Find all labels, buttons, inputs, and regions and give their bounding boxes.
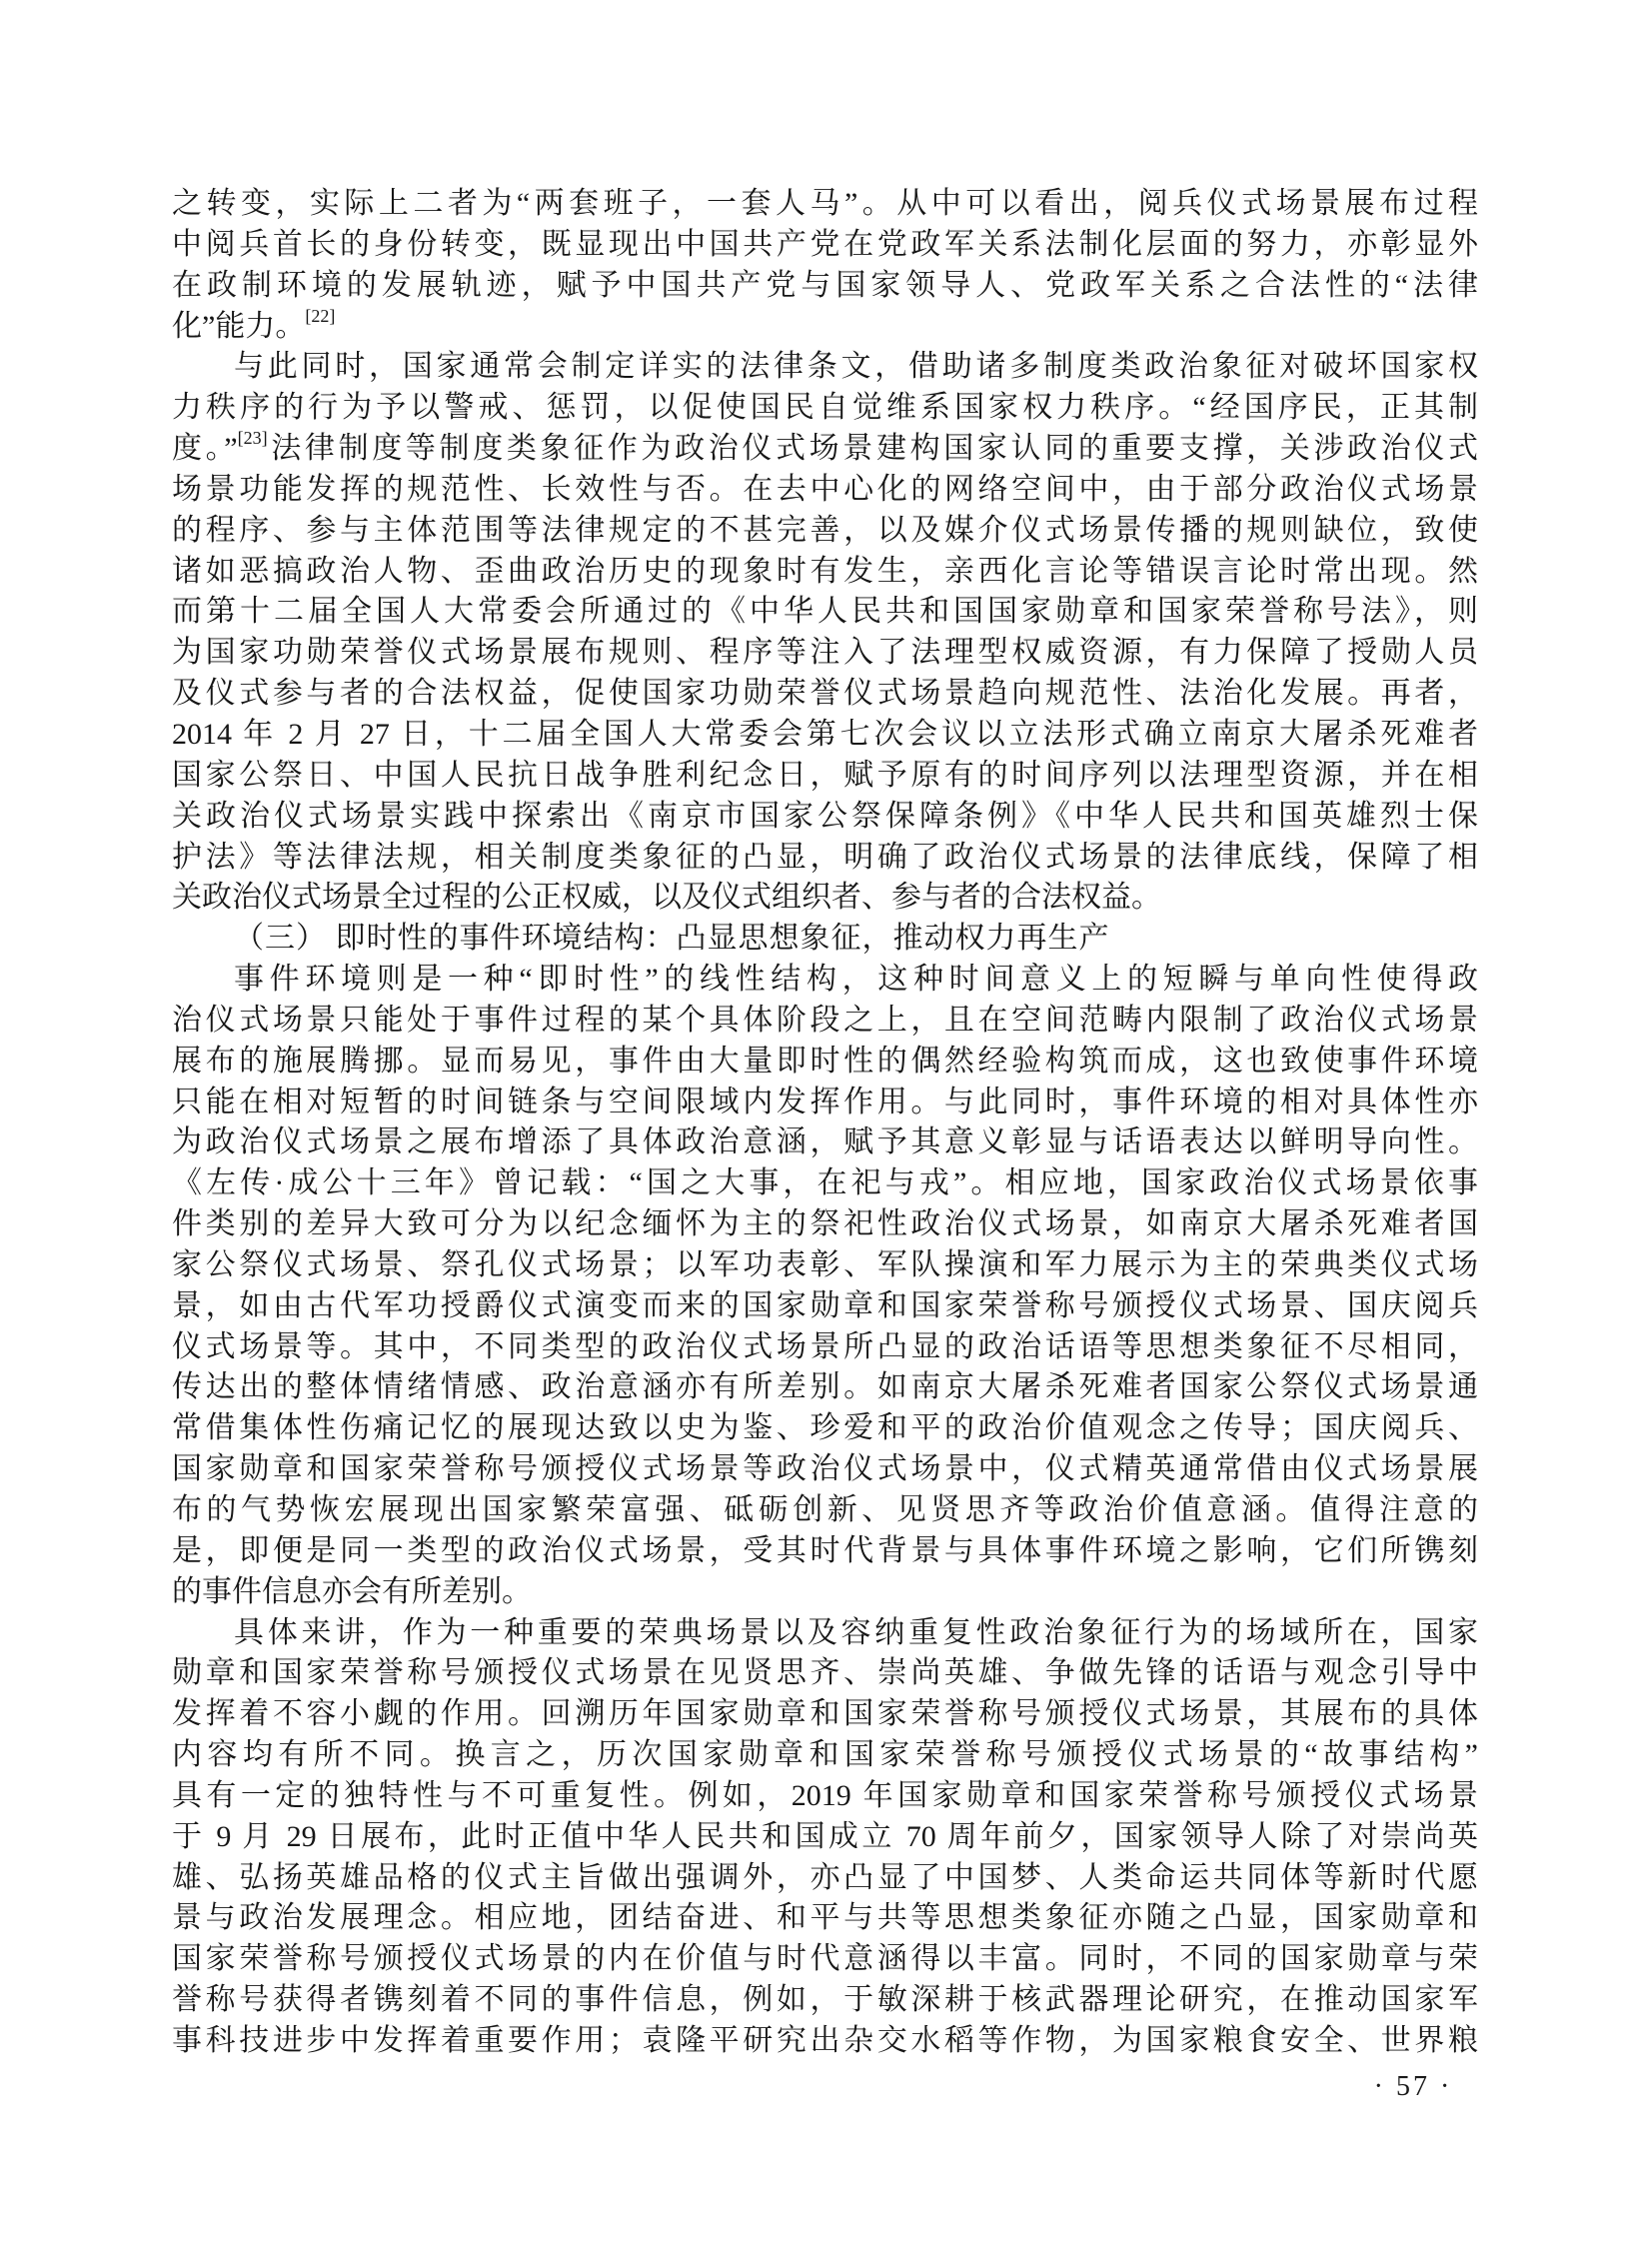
text-line — [172, 1042, 1478, 1083]
text-line — [172, 1939, 1478, 1980]
line-text: 是，即便是同一类型的政治仪式场景，受其时代背景与具体事件环境之影响，它们所镌刻 — [172, 1533, 1478, 1567]
text-line — [172, 470, 1478, 511]
footnote-reference: [22] — [305, 305, 336, 326]
line-text: 的事件信息亦会有所差别。 — [172, 1574, 532, 1608]
line-text: 2014 年 2 月 27 日，十二届全国人大常委会第七次会议以立法形式确立南京大屠杀死难者 — [172, 717, 1478, 751]
footnote-reference: [23] — [237, 428, 268, 449]
line-text: 事件环境则是一种“即时性”的线性结构，这种时间意义上的短瞬与单向性使得政 — [234, 963, 1478, 997]
text-line — [172, 1735, 1478, 1776]
line-text: 为政治仪式场景之展布增添了具体政治意涵，赋予其意义彰显与话语表达以鲜明导向性。 — [172, 1125, 1478, 1159]
text-line — [172, 184, 1478, 225]
line-text: 誉称号获得者镌刻着不同的事件信息，例如，于敏深耕于核武器理论研究，在推动国家军 — [172, 1983, 1478, 2017]
text-line — [172, 1001, 1478, 1042]
line-text: 布的气势恢宏展现出国家繁荣富强、砥砺创新、见贤思齐等政治价值意涵。值得注意的 — [172, 1493, 1478, 1526]
text-line — [172, 1653, 1478, 1694]
text-line — [172, 1327, 1478, 1368]
line-text: 关政治仪式场景全过程的公正权威，以及仪式组织者、参与者的合法权益。 — [172, 881, 1161, 915]
text-line — [172, 960, 1478, 1001]
line-text: 事科技进步中发挥着重要作用；袁隆平研究出杂交水稻等作物，为国家粮食安全、世界粮 — [172, 2023, 1478, 2057]
line-text: 而第十二届全国人大常委会所通过的《中华人民共和国国家勋章和国家荣誉称号法》，则 — [172, 595, 1478, 629]
line-text: 《左传·成公十三年》曾记载：“国之大事，在祀与戎”。相应地，国家政治仪式场景依事 — [172, 1166, 1478, 1200]
text-line — [172, 347, 1478, 388]
text-line — [172, 1776, 1478, 1817]
text-line — [172, 592, 1478, 633]
line-text: 化”能力。 — [172, 309, 306, 343]
text-line — [172, 756, 1478, 797]
line-text: 常借集体性伤痛记忆的展现达致以史为鉴、珍爱和平的政治价值观念之传导；国庆阅兵、 — [172, 1411, 1478, 1445]
text-line — [172, 1245, 1478, 1286]
line-text: 具体来讲，作为一种重要的荣典场景以及容纳重复性政治象征行为的场域所在，国家 — [234, 1615, 1478, 1649]
text-line — [172, 1613, 1478, 1654]
body-text — [172, 184, 1478, 2062]
line-text: 件类别的差异大致可分为以纪念缅怀为主的祭祀性政治仪式场景，如南京大屠杀死难者国 — [172, 1207, 1478, 1241]
text-line — [172, 429, 1478, 470]
text-line — [172, 1163, 1478, 1204]
text-line — [172, 388, 1478, 429]
line-text: 为国家功勋荣誉仪式场景展布规则、程序等注入了法理型权威资源，有力保障了授勋人员 — [172, 636, 1478, 670]
line-text: 及仪式参与者的合法权益，促使国家功勋荣誉仪式场景趋向规范性、法治化发展。再者， — [172, 677, 1478, 711]
line-text: 法律制度等制度类象征作为政治仪式场景建构国家认同的重要支撑，关涉政治仪式 — [267, 432, 1478, 466]
text-line — [172, 1286, 1478, 1327]
text-line — [172, 1531, 1478, 1572]
text-line — [172, 266, 1478, 307]
line-text: 只能在相对短暂的时间链条与空间限域内发挥作用。与此同时，事件环境的相对具体性亦 — [172, 1085, 1478, 1119]
line-text: 护法》等法律法规，相关制度类象征的凸显，明确了政治仪式场景的法律底线，保障了相 — [172, 840, 1478, 874]
section-heading — [172, 919, 1478, 960]
line-text: 家公祭仪式场景、祭孔仪式场景；以军功表彰、军队操演和军力展示为主的荣典类仪式场 — [172, 1247, 1478, 1281]
text-line — [172, 1408, 1478, 1449]
line-text: 发挥着不容小觑的作用。回溯历年国家勋章和国家荣誉称号颁授仪式场景，其展布的具体 — [172, 1697, 1478, 1731]
line-text: 景，如由古代军功授爵仪式演变而来的国家勋章和国家荣誉称号颁授仪式场景、国庆阅兵 — [172, 1288, 1478, 1322]
line-text: 力秩序的行为予以警戒、惩罚，以促使国民自觉维系国家权力秩序。“经国序民，正其制 — [172, 391, 1478, 425]
text-line — [172, 633, 1478, 674]
line-text: 国家荣誉称号颁授仪式场景的内在价值与时代意涵得以丰富。同时，不同的国家勋章与荣 — [172, 1942, 1478, 1976]
text-line — [172, 1449, 1478, 1490]
text-line — [172, 1122, 1478, 1163]
text-line — [172, 878, 1478, 919]
text-line — [172, 1694, 1478, 1735]
text-line — [172, 511, 1478, 552]
text-line — [172, 1490, 1478, 1531]
line-text: 国家勋章和国家荣誉称号颁授仪式场景等政治仪式场景中，仪式精英通常借由仪式场景展 — [172, 1452, 1478, 1486]
text-line — [172, 674, 1478, 715]
line-text: 传达出的整体情绪情感、政治意涵亦有所差别。如南京大屠杀死难者国家公祭仪式场景通 — [172, 1370, 1478, 1404]
line-text: 之转变，实际上二者为“两套班子，一套人马”。从中可以看出，阅兵仪式场景展布过程 — [172, 187, 1478, 220]
text-line — [172, 225, 1478, 266]
line-text: 雄、弘扬英雄品格的仪式主旨做出强调外，亦凸显了中国梦、人类命运共同体等新时代愿 — [172, 1860, 1478, 1894]
line-text: 治仪式场景只能处于事件过程的某个具体阶段之上，且在空间范畴内限制了政治仪式场景 — [172, 1003, 1478, 1037]
line-text: 勋章和国家荣誉称号颁授仪式场景在见贤思齐、崇尚英雄、争做先锋的话语与观念引导中 — [172, 1656, 1478, 1690]
line-text: 于 9 月 29 日展布，此时正值中华人民共和国成立 70 周年前夕，国家领导人除了对崇尚英 — [172, 1819, 1478, 1853]
text-line — [172, 1367, 1478, 1408]
text-line — [172, 2021, 1478, 2062]
text-line — [172, 715, 1478, 756]
text-line — [172, 1898, 1478, 1939]
text-line — [172, 552, 1478, 593]
text-line — [172, 838, 1478, 879]
line-text: 具有一定的独特性与不可重复性。例如，2019 年国家勋章和国家荣誉称号颁授仪式场景 — [172, 1778, 1478, 1812]
line-text: 内容均有所不同。换言之，历次国家勋章和国家荣誉称号颁授仪式场景的“故事结构” — [172, 1738, 1478, 1772]
line-text: 在政制环境的发展轨迹，赋予中国共产党与国家领导人、党政军关系之合法性的“法律 — [172, 268, 1478, 302]
page-number: · 57 · — [1373, 2071, 1453, 2102]
text-line — [172, 307, 1478, 348]
text-line — [172, 1817, 1478, 1858]
text-line — [172, 1204, 1478, 1245]
line-text: 场景功能发挥的规范性、长效性与否。在去中心化的网络空间中，由于部分政治仪式场景 — [172, 472, 1478, 506]
line-text: 关政治仪式场景实践中探索出《南京市国家公祭保障条例》《中华人民共和国英雄烈士保 — [172, 799, 1478, 833]
text-line — [172, 1572, 1478, 1613]
line-text: 度。” — [172, 432, 238, 466]
line-text: 的程序、参与主体范围等法律规定的不甚完善，以及媒介仪式场景传播的规则缺位，致使 — [172, 513, 1478, 547]
text-line — [172, 797, 1478, 838]
text-line — [172, 1980, 1478, 2021]
line-text: 国家公祭日、中国人民抗日战争胜利纪念日，赋予原有的时间序列以法理型资源，并在相 — [172, 758, 1478, 792]
line-text: 诸如恶搞政治人物、歪曲政治历史的现象时有发生，亲西化言论等错误言论时常出现。然 — [172, 554, 1478, 588]
line-text: （三） 即时性的事件环境结构：凸显思想象征，推动权力再生产 — [234, 922, 1110, 956]
text-line — [172, 1858, 1478, 1899]
line-text: 展布的施展腾挪。显而易见，事件由大量即时性的偶然经验构筑而成，这也致使事件环境 — [172, 1044, 1478, 1078]
line-text: 中阅兵首长的身份转变，既显现出中国共产党在党政军关系法制化层面的努力，亦彰显外 — [172, 227, 1478, 261]
line-text: 仪式场景等。其中，不同类型的政治仪式场景所凸显的政治话语等思想类象征不尽相同， — [172, 1329, 1478, 1363]
line-text: 景与政治发展理念。相应地，团结奋进、和平与共等思想类象征亦随之凸显，国家勋章和 — [172, 1901, 1478, 1935]
line-text: 与此同时，国家通常会制定详实的法律条文，借助诸多制度类政治象征对破坏国家权 — [234, 350, 1478, 384]
text-line — [172, 1083, 1478, 1123]
